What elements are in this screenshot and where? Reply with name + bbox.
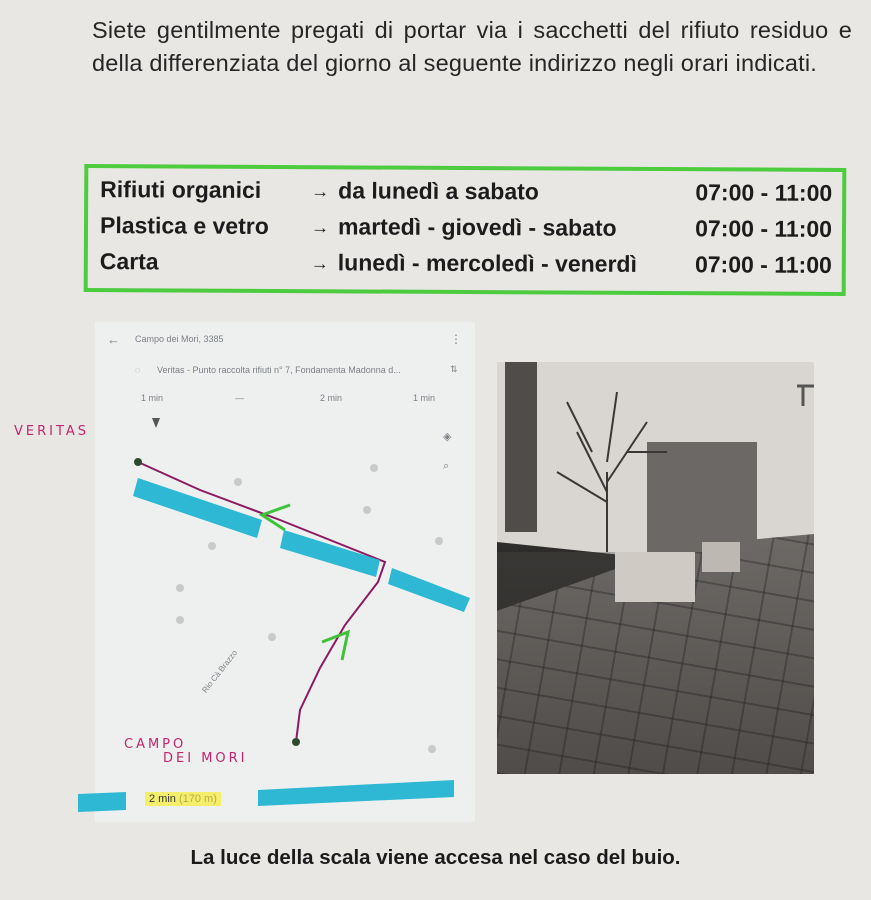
photo-house xyxy=(647,442,757,552)
collection-time: 07:00 - 11:00 xyxy=(695,215,833,242)
photo-details xyxy=(497,362,814,774)
collection-time: 07:00 - 11:00 xyxy=(694,251,832,278)
collection-days: da lunedì a sabato xyxy=(338,177,539,205)
mode-bike: 1 min xyxy=(413,393,436,403)
collection-days: lunedì - mercoledì - venerdì xyxy=(337,249,637,277)
street-photo xyxy=(497,362,814,774)
street-label: Rio Cà Brazzo xyxy=(200,648,240,695)
highlight-band xyxy=(258,780,454,806)
pin-icon: ◌ xyxy=(135,365,141,375)
footer-note: La luce della scala viene accesa nel caso del buio. xyxy=(190,846,681,869)
handwritten-destination: VERITAS xyxy=(14,424,90,439)
waste-type: Rifiuti organici xyxy=(100,176,262,203)
more-options-icon: ⋮ xyxy=(450,332,462,346)
handwritten-origin-line1: CAMPO xyxy=(124,737,187,752)
route-summary xyxy=(145,792,221,806)
destination-field: Veritas - Punto raccolta rifiuti n° 7, Fondamenta Madonna d... xyxy=(157,365,401,375)
map-pin-icon xyxy=(152,418,160,428)
origin-field: Campo dei Mori, 3385 xyxy=(135,334,224,344)
highlight-band xyxy=(78,792,126,812)
handwritten-origin-line2: DEI MORI xyxy=(163,751,248,766)
arrow-icon: → xyxy=(310,217,330,238)
destination-marker xyxy=(134,458,142,466)
origin-marker xyxy=(292,738,300,746)
photo-chimney xyxy=(505,362,537,532)
highlight-band xyxy=(133,478,262,538)
highlight-bands xyxy=(78,478,470,812)
photo-lamp xyxy=(797,386,814,406)
photo-cart xyxy=(615,552,695,602)
mode-transit: — xyxy=(235,393,244,403)
photo-cart xyxy=(702,542,740,572)
waste-type: Plastica e vetro xyxy=(99,212,269,239)
search-icon: ⌕ xyxy=(443,460,450,472)
arrow-icon: → xyxy=(310,253,329,274)
arrow-icon: → xyxy=(311,181,330,202)
waste-type: Carta xyxy=(99,248,159,275)
swap-icon: ⇅ xyxy=(450,364,458,374)
route-distance: (170 m) xyxy=(178,793,217,805)
highlight-band xyxy=(388,568,470,612)
collection-time: 07:00 - 11:00 xyxy=(695,179,833,206)
mode-walk: 2 min xyxy=(320,393,343,403)
intro-paragraph: Siete gentilmente pregati di portar via i sacchetti del rifiuto residuo e della differenziata del giorno al seguente indirizzo negli orari indicati. xyxy=(92,17,852,76)
route-time: 2 min xyxy=(149,793,176,805)
collection-days: martedì - giovedì - sabato xyxy=(337,213,617,241)
layers-icon: ◈ xyxy=(443,431,452,443)
mode-car: 1 min xyxy=(141,393,164,403)
direction-arrow-icon xyxy=(322,632,348,660)
back-arrow-icon: ← xyxy=(107,332,120,347)
